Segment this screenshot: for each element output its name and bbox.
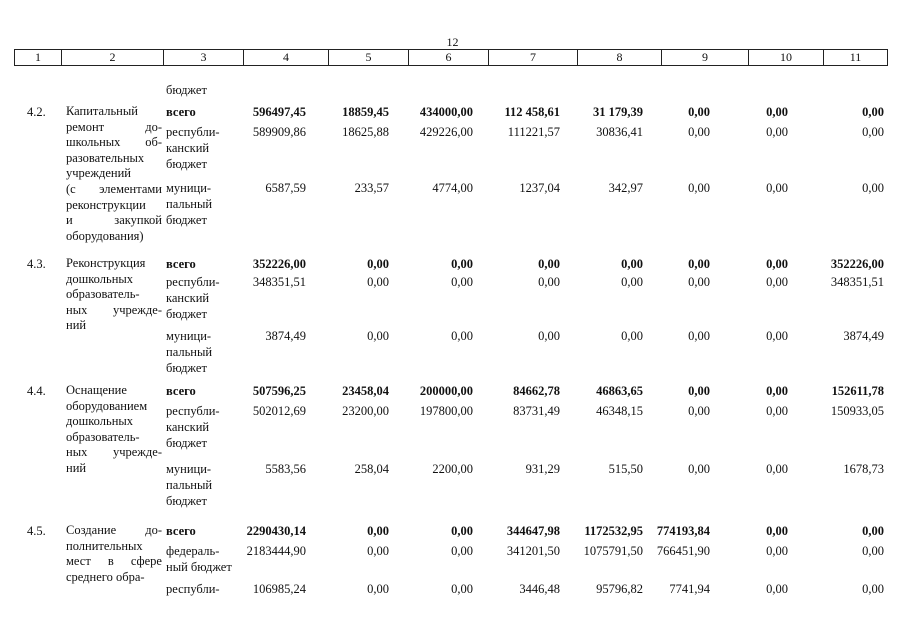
- funding-source-line: республи-: [166, 275, 220, 289]
- amount-cell: 0,00: [367, 582, 389, 596]
- funding-source-line: бюджет: [166, 157, 207, 171]
- row-title-line: Реконструкция: [66, 256, 146, 270]
- amount-cell: 0,00: [862, 125, 884, 139]
- amount-cell: 429226,00: [419, 125, 473, 139]
- amount-cell: 0,00: [451, 544, 473, 558]
- amount-cell: 0,00: [451, 275, 473, 289]
- row-number: 4.4.: [27, 384, 46, 398]
- amount-cell: 0,00: [621, 329, 643, 343]
- amount-cell: 0,00: [766, 329, 788, 343]
- amount-cell: 30836,41: [596, 125, 643, 139]
- amount-cell: 4774,00: [432, 181, 473, 195]
- amount-cell: 106985,24: [252, 582, 306, 596]
- amount-cell: 0,00: [621, 257, 643, 271]
- amount-cell: 0,00: [451, 582, 473, 596]
- amount-cell: 0,00: [766, 462, 788, 476]
- row-title-line: образователь-: [66, 429, 140, 444]
- amount-cell: 0,00: [766, 275, 788, 289]
- funding-source-line: муници-: [166, 329, 212, 343]
- amount-cell: 931,29: [525, 462, 560, 476]
- amount-cell: 0,00: [367, 257, 389, 271]
- amount-cell: 3446,48: [519, 582, 560, 596]
- amount-cell: 112 458,61: [504, 105, 560, 119]
- table-header-row: [14, 49, 888, 66]
- amount-cell: 0,00: [538, 257, 560, 271]
- amount-cell: 515,50: [608, 462, 643, 476]
- row-title: [66, 256, 162, 334]
- row-title: [66, 383, 162, 477]
- header-cell: 4: [244, 50, 329, 65]
- amount-cell: 2290430,14: [246, 524, 306, 538]
- amount-cell: 0,00: [688, 125, 710, 139]
- row-title-line: Создание до-: [66, 523, 162, 537]
- amount-cell: 0,00: [688, 404, 710, 418]
- amount-cell: 6587,59: [265, 181, 306, 195]
- header-cell: 10: [749, 50, 824, 65]
- page-number: 12: [446, 35, 459, 49]
- row-title-line: образователь-: [66, 287, 140, 302]
- funding-source-line: бюджет: [166, 307, 207, 321]
- amount-cell: 0,00: [862, 582, 884, 596]
- amount-cell: 0,00: [538, 329, 560, 343]
- row-title-line: полнительных: [66, 538, 143, 553]
- amount-cell: 344647,98: [506, 524, 560, 538]
- amount-cell: 0,00: [367, 329, 389, 343]
- row-title-line: реконструкции: [66, 197, 146, 212]
- amount-cell: 0,00: [621, 275, 643, 289]
- amount-cell: 111221,57: [507, 125, 560, 139]
- amount-cell: 46348,15: [596, 404, 643, 418]
- amount-cell: 0,00: [688, 462, 710, 476]
- amount-cell: 1075791,50: [583, 544, 643, 558]
- amount-cell: 0,00: [367, 544, 389, 558]
- amount-cell: 589909,86: [252, 125, 306, 139]
- header-cell: 9: [662, 50, 749, 65]
- amount-cell: 2200,00: [432, 462, 473, 476]
- amount-cell: 1678,73: [843, 462, 884, 476]
- row-number: 4.3.: [27, 257, 46, 271]
- amount-cell: 0,00: [688, 275, 710, 289]
- amount-cell: 7741,94: [669, 582, 710, 596]
- amount-cell: 0,00: [688, 384, 710, 398]
- amount-cell: 596497,45: [252, 105, 306, 119]
- row-title-line: разовательных: [66, 150, 145, 165]
- funding-source-line: республи-: [166, 582, 220, 596]
- amount-cell: 0,00: [451, 524, 473, 538]
- funding-source-line: пальный: [166, 345, 213, 359]
- amount-cell: 0,00: [688, 181, 710, 195]
- funding-source-line: муници-: [166, 181, 212, 195]
- row-title-line: дошкольных: [66, 271, 134, 286]
- amount-cell: 0,00: [451, 329, 473, 343]
- amount-cell: 200000,00: [419, 384, 473, 398]
- amount-cell: 46863,65: [596, 384, 643, 398]
- amount-cell: 502012,69: [252, 404, 306, 418]
- header-cell: 11: [849, 50, 862, 64]
- amount-cell: 1172532,95: [584, 524, 643, 538]
- row-title-line: ний: [66, 460, 87, 475]
- row-title-line: ных учрежде-: [66, 445, 162, 460]
- row-number: 4.5.: [27, 524, 46, 538]
- amount-cell: 0,00: [862, 524, 884, 538]
- header-cell: 5: [329, 50, 409, 65]
- row-number: 4.2.: [27, 105, 46, 119]
- amount-cell: 434000,00: [419, 105, 473, 119]
- row-title: [66, 104, 162, 244]
- amount-cell: 0,00: [688, 105, 710, 119]
- amount-cell: 84662,78: [513, 384, 560, 398]
- funding-source-line: пальный: [166, 478, 213, 492]
- amount-cell: 0,00: [766, 125, 788, 139]
- amount-cell: 258,04: [354, 462, 389, 476]
- amount-cell: 0,00: [766, 582, 788, 596]
- funding-source-line: всего: [166, 524, 196, 538]
- amount-cell: 152611,78: [831, 384, 884, 398]
- header-cell: 1: [15, 50, 62, 65]
- amount-cell: 0,00: [538, 275, 560, 289]
- row-title-line: ремонт до-: [66, 119, 162, 134]
- amount-cell: 348351,51: [252, 275, 306, 289]
- amount-cell: 150933,05: [830, 404, 884, 418]
- amount-cell: 3874,49: [843, 329, 884, 343]
- amount-cell: 0,00: [862, 181, 884, 195]
- header-cell: 7: [489, 50, 578, 65]
- amount-cell: 1237,04: [519, 181, 560, 195]
- funding-source-line: федераль-: [166, 544, 220, 558]
- amount-cell: 0,00: [451, 257, 473, 271]
- funding-source-line: всего: [166, 257, 196, 271]
- amount-cell: 233,57: [354, 181, 389, 195]
- funding-source-line: бюджет: [166, 213, 207, 227]
- funding-source-line: канский: [166, 291, 210, 305]
- amount-cell: 0,00: [367, 275, 389, 289]
- amount-cell: 3874,49: [265, 329, 306, 343]
- amount-cell: 18859,45: [342, 105, 389, 119]
- funding-source-line: канский: [166, 141, 210, 155]
- amount-cell: 0,00: [766, 544, 788, 558]
- amount-cell: 507596,25: [252, 384, 306, 398]
- funding-source-line: всего: [166, 105, 196, 119]
- amount-cell: 0,00: [766, 257, 788, 271]
- row-title-line: Капитальный: [66, 104, 138, 118]
- amount-cell: 31 179,39: [593, 105, 643, 119]
- amount-cell: 0,00: [766, 524, 788, 538]
- amount-cell: 0,00: [367, 524, 389, 538]
- amount-cell: 352226,00: [252, 257, 306, 271]
- amount-cell: 0,00: [766, 181, 788, 195]
- funding-source-line: бюджет: [166, 361, 207, 375]
- amount-cell: 0,00: [688, 329, 710, 343]
- row-title-line: дошкольных: [66, 414, 134, 429]
- funding-source-line: республи-: [166, 404, 220, 418]
- funding-source-line: канский: [166, 420, 210, 434]
- amount-cell: 0,00: [862, 544, 884, 558]
- row-title-line: Оснащение: [66, 383, 127, 397]
- amount-cell: 23458,04: [342, 384, 389, 398]
- amount-cell: 352226,00: [830, 257, 884, 271]
- row-title-line: оборудованием: [66, 398, 148, 413]
- amount-cell: 774193,84: [656, 524, 710, 538]
- header-cell: 3: [164, 50, 244, 65]
- amount-cell: 348351,51: [830, 275, 884, 289]
- row-title-line: среднего обра-: [66, 569, 145, 584]
- amount-cell: 766451,90: [656, 544, 710, 558]
- row-title-line: и закупкой: [66, 213, 162, 228]
- header-cell: 2: [62, 50, 164, 65]
- row-title-line: ний: [66, 318, 87, 333]
- funding-source-line: всего: [166, 384, 196, 398]
- continued-source-label: бюджет: [166, 83, 207, 97]
- amount-cell: 0,00: [766, 105, 788, 119]
- header-cell: 6: [409, 50, 489, 65]
- amount-cell: 342,97: [608, 181, 643, 195]
- amount-cell: 18625,88: [342, 125, 389, 139]
- row-title-line: ных учрежде-: [66, 302, 162, 317]
- amount-cell: 0,00: [766, 404, 788, 418]
- row-title-line: школьных об-: [66, 135, 162, 150]
- amount-cell: 83731,49: [513, 404, 560, 418]
- funding-source-line: муници-: [166, 462, 212, 476]
- funding-source-line: ный бюджет: [166, 560, 232, 574]
- funding-source-line: бюджет: [166, 494, 207, 508]
- amount-cell: 2183444,90: [246, 544, 306, 558]
- amount-cell: 0,00: [766, 384, 788, 398]
- row-title-line: (с элементами: [66, 181, 162, 196]
- row-title: [66, 523, 162, 585]
- header-cell: 8: [578, 50, 662, 65]
- row-title-line: учреждений: [66, 166, 131, 181]
- amount-cell: 0,00: [688, 257, 710, 271]
- funding-source-line: пальный: [166, 197, 213, 211]
- amount-cell: 23200,00: [342, 404, 389, 418]
- amount-cell: 95796,82: [596, 582, 643, 596]
- funding-source-line: республи-: [166, 125, 220, 139]
- row-title-line: оборудования): [66, 228, 144, 243]
- amount-cell: 5583,56: [265, 462, 306, 476]
- amount-cell: 0,00: [862, 105, 884, 119]
- funding-source-line: бюджет: [166, 436, 207, 450]
- amount-cell: 197800,00: [419, 404, 473, 418]
- amount-cell: 341201,50: [506, 544, 560, 558]
- row-title-line: мест в сфере: [66, 554, 162, 569]
